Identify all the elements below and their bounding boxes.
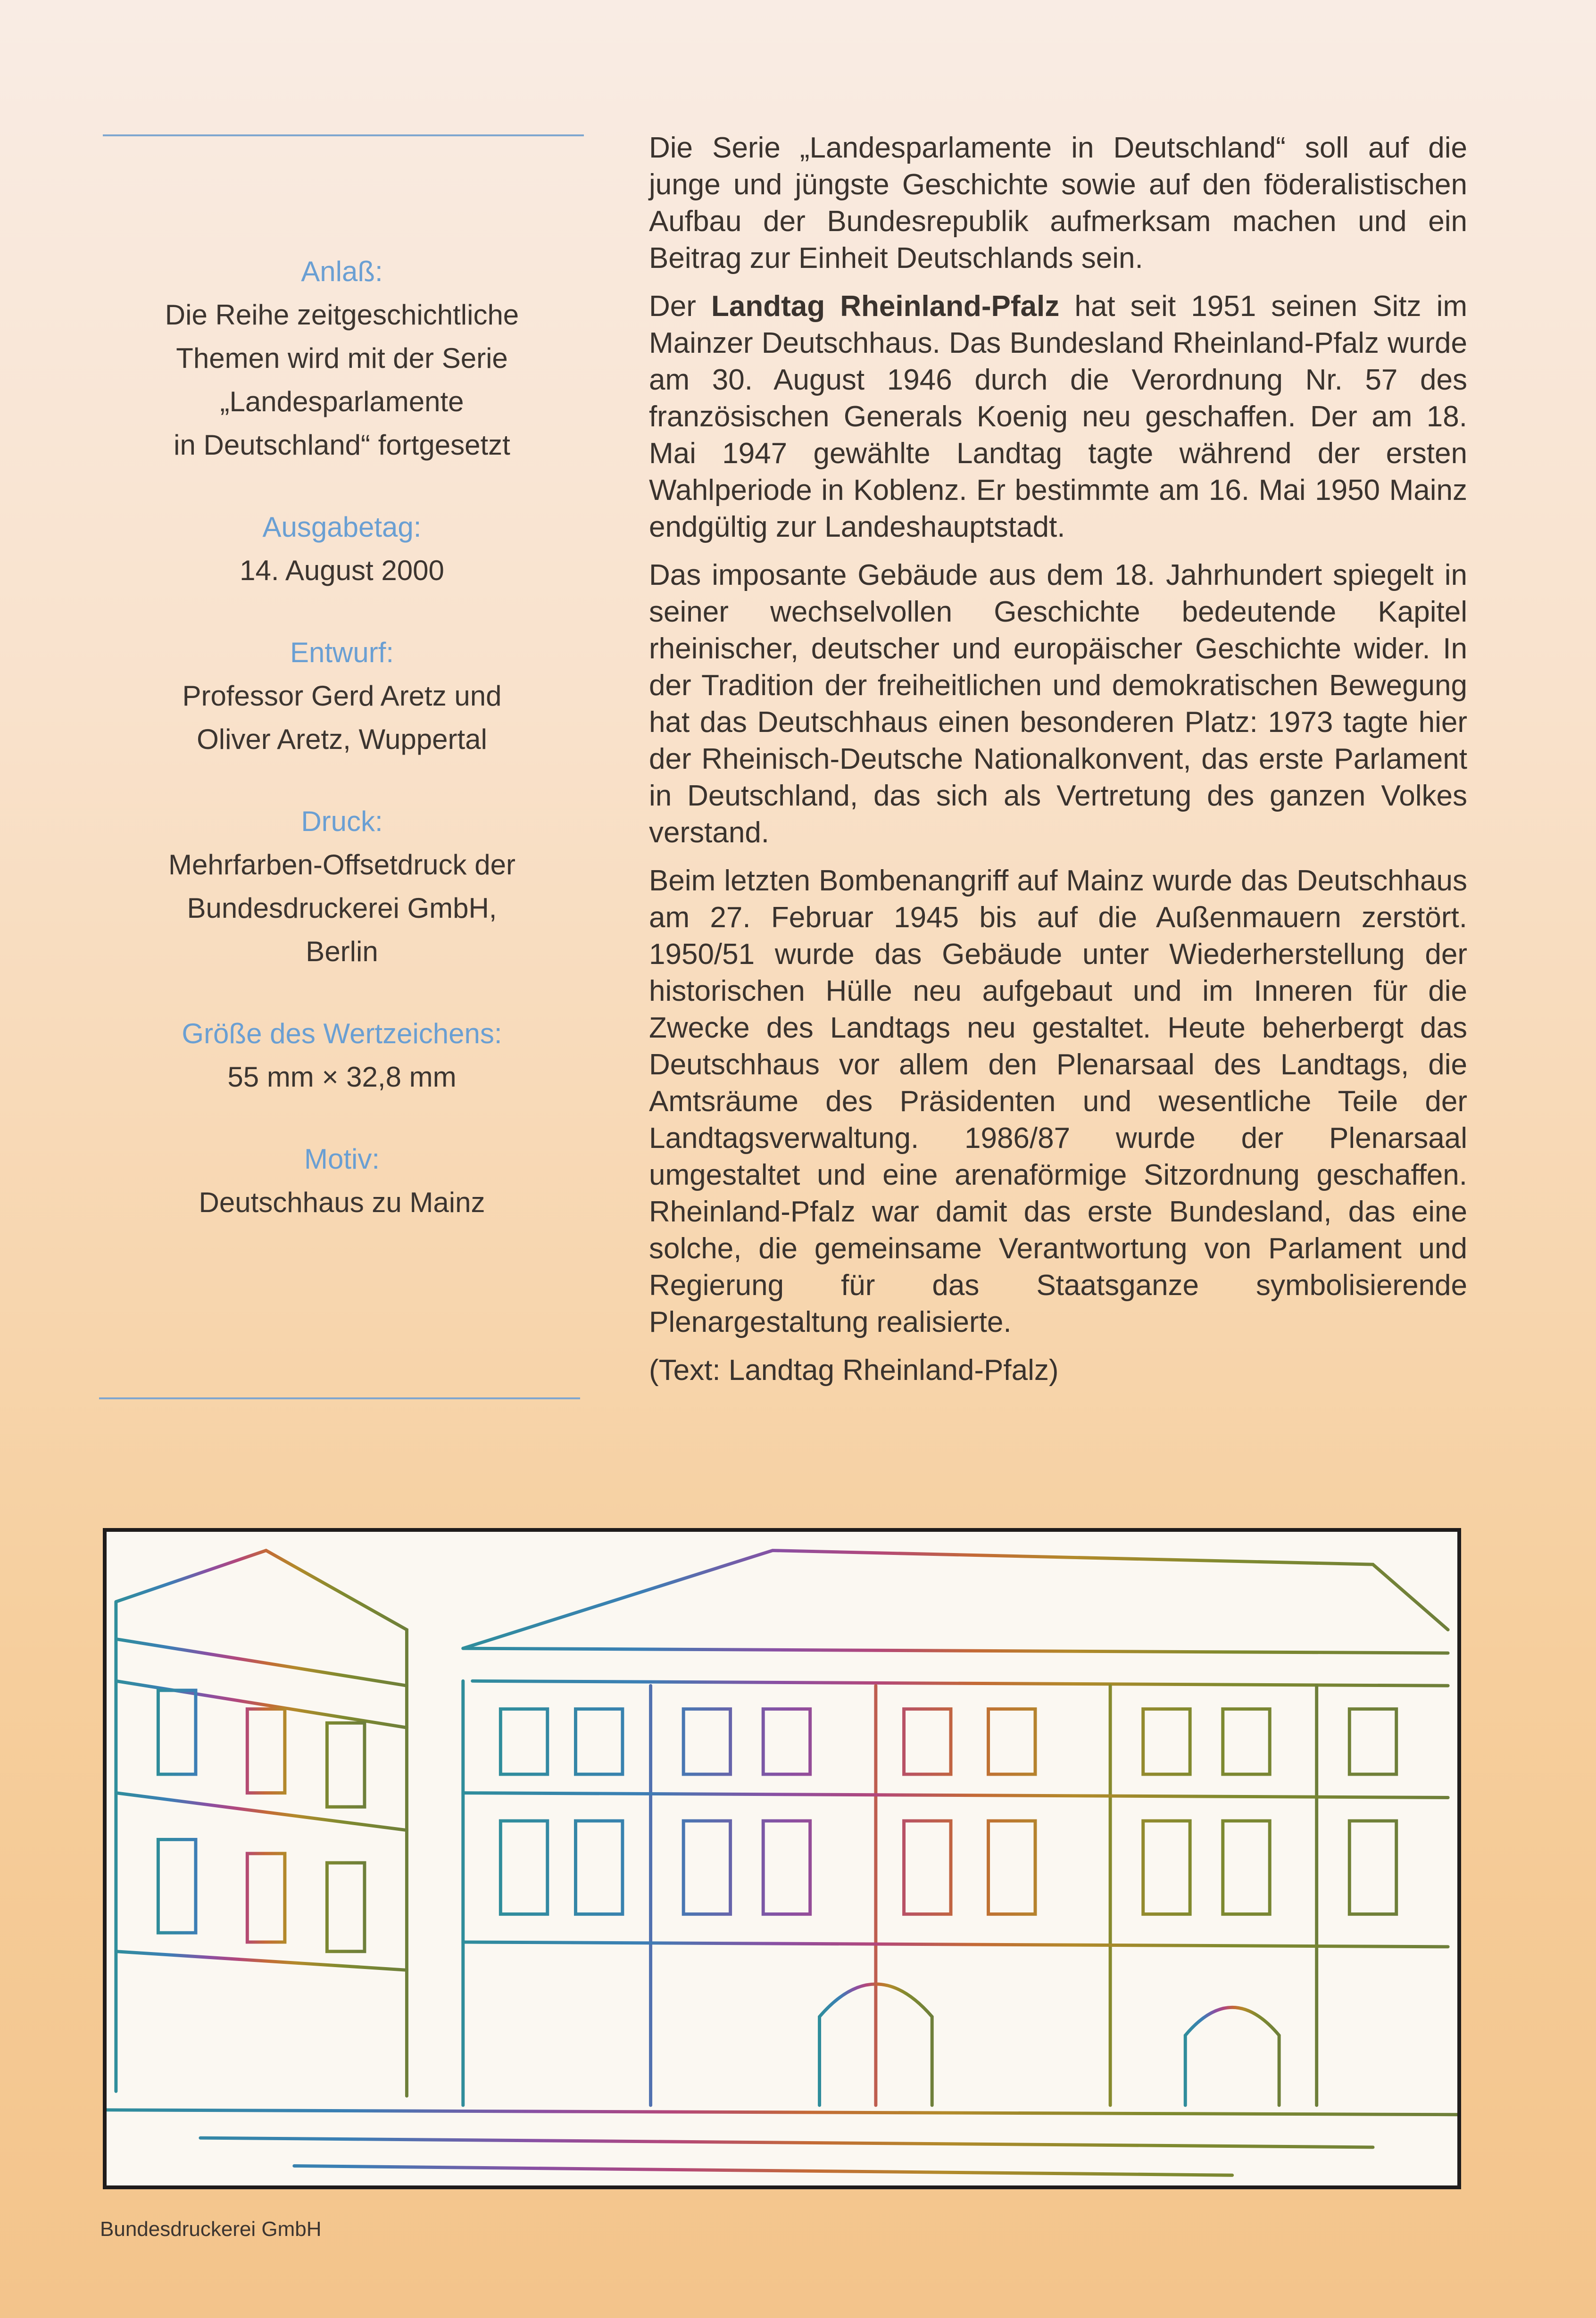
- bottom-divider: [99, 1397, 580, 1399]
- paragraph-lead: Der: [649, 290, 696, 323]
- paragraph: Beim letzten Bombenangriff auf Mainz wurde das Deutschhaus am 27. Februar 1945 bis auf die Außenmauern zerstört. 1950/51 wurde das Gebäude unter Wiederherstellung der historischen Hülle neu aufgebaut und im Inneren für die Zwecke des Landtags neu gestaltet. Heute beherbergt das Deutschhaus vor allem den Plenarsaal des Landtags, die Amtsräume des Präsidenten und wesentliche Teile der Landtagsverwaltung. 1986/87 wurde der Plenarsaal umgestaltet und eine arenaförmige Sitzordnung geschaffen. Rheinland-Pfalz war damit das erste Bundesland, das eine solche, die gemeinsame Verantwortung von Parlament und Regierung für das Staatsganze symbolisierende Plenargestaltung realisierte.: [649, 864, 1467, 1338]
- landtag-name: Landtag Rheinland-Pfalz: [711, 290, 1060, 323]
- info-line: Mehrfarben-Offsetdruck der: [168, 849, 515, 881]
- info-block-issue-date: [99, 506, 585, 592]
- info-value: [99, 549, 585, 592]
- info-label: Größe des Wertzeichens:: [182, 1018, 502, 1049]
- info-line: 14. August 2000: [240, 555, 444, 586]
- info-value: [99, 293, 585, 467]
- info-value: [99, 1181, 585, 1224]
- info-block-design: [99, 631, 585, 761]
- info-block-print: [99, 800, 585, 973]
- info-line: Themen wird mit der Serie: [176, 342, 508, 374]
- info-line: Deutschhaus zu Mainz: [199, 1187, 485, 1218]
- deutschhaus-illustration: [103, 1528, 1461, 2189]
- info-value: [99, 674, 585, 761]
- top-divider: [103, 134, 584, 136]
- info-label: Entwurf:: [290, 637, 394, 668]
- paragraph: Die Serie „Landesparlamente in Deutschland“ soll auf die junge und jüngste Geschichte sowie auf den föderalistischen Aufbau der Bundesrepublik aufmerksam machen und ein Beitrag zur Einheit Deutschlands sein.: [649, 132, 1467, 274]
- info-value: [99, 1055, 585, 1099]
- info-line: Oliver Aretz, Wuppertal: [197, 723, 487, 755]
- text-source: (Text: Landtag Rheinland-Pfalz): [649, 1354, 1059, 1387]
- info-label: Ausgabetag:: [262, 511, 422, 543]
- paragraph: Das imposante Gebäude aus dem 18. Jahrhundert spiegelt in seiner wechselvollen Geschichte bedeutende Kapitel rheinischer, deutscher und europäischer Geschichte wider. In der Tradition der freiheitlichen und demokratischen Bewegung hat das Deutschhaus einen besonderen Platz: 1973 tagte hier der Rheinisch-Deutsche Nationalkonvent, das erste Parlament in Deutschland, das sich als Vertretung des ganzen Volkes verstand.: [649, 559, 1467, 849]
- info-label: Motiv:: [304, 1143, 380, 1175]
- info-line: Professor Gerd Aretz und: [182, 680, 502, 712]
- info-line: 55 mm × 32,8 mm: [227, 1061, 457, 1093]
- info-line: in Deutschland“ fortgesetzt: [174, 429, 510, 461]
- info-line: „Landesparlamente: [220, 386, 464, 417]
- info-label: Anlaß:: [301, 256, 383, 287]
- publisher-credit: Bundesdruckerei GmbH: [100, 2218, 322, 2241]
- stamp-info-column: [99, 250, 585, 1263]
- paragraph: [649, 288, 1467, 546]
- info-block-motif: [99, 1138, 585, 1224]
- building-sketch: [107, 1532, 1457, 2185]
- info-label: Druck:: [301, 806, 383, 837]
- info-value: [99, 843, 585, 973]
- paragraph-text: hat seit 1951 seinen Sitz im Mainzer Deutschhaus. Das Bundesland Rheinland-Pfalz wurde am 30. August 1946 durch die Verordnung Nr. 57 des französischen Generals Koenig neu geschaffen. Der am 18. Mai 1947 gewählte Landtag tagte während der ersten Wahlperiode in Koblenz. Er bestimmte am 16. Mai 1950 Mainz endgültig zur Landeshauptstadt.: [649, 290, 1467, 543]
- description-column: [649, 130, 1467, 1400]
- info-block-size: [99, 1012, 585, 1099]
- info-line: Die Reihe zeitgeschichtliche: [165, 299, 519, 331]
- info-line: Berlin: [306, 936, 378, 967]
- info-block-occasion: [99, 250, 585, 467]
- info-line: Bundesdruckerei GmbH,: [187, 892, 497, 924]
